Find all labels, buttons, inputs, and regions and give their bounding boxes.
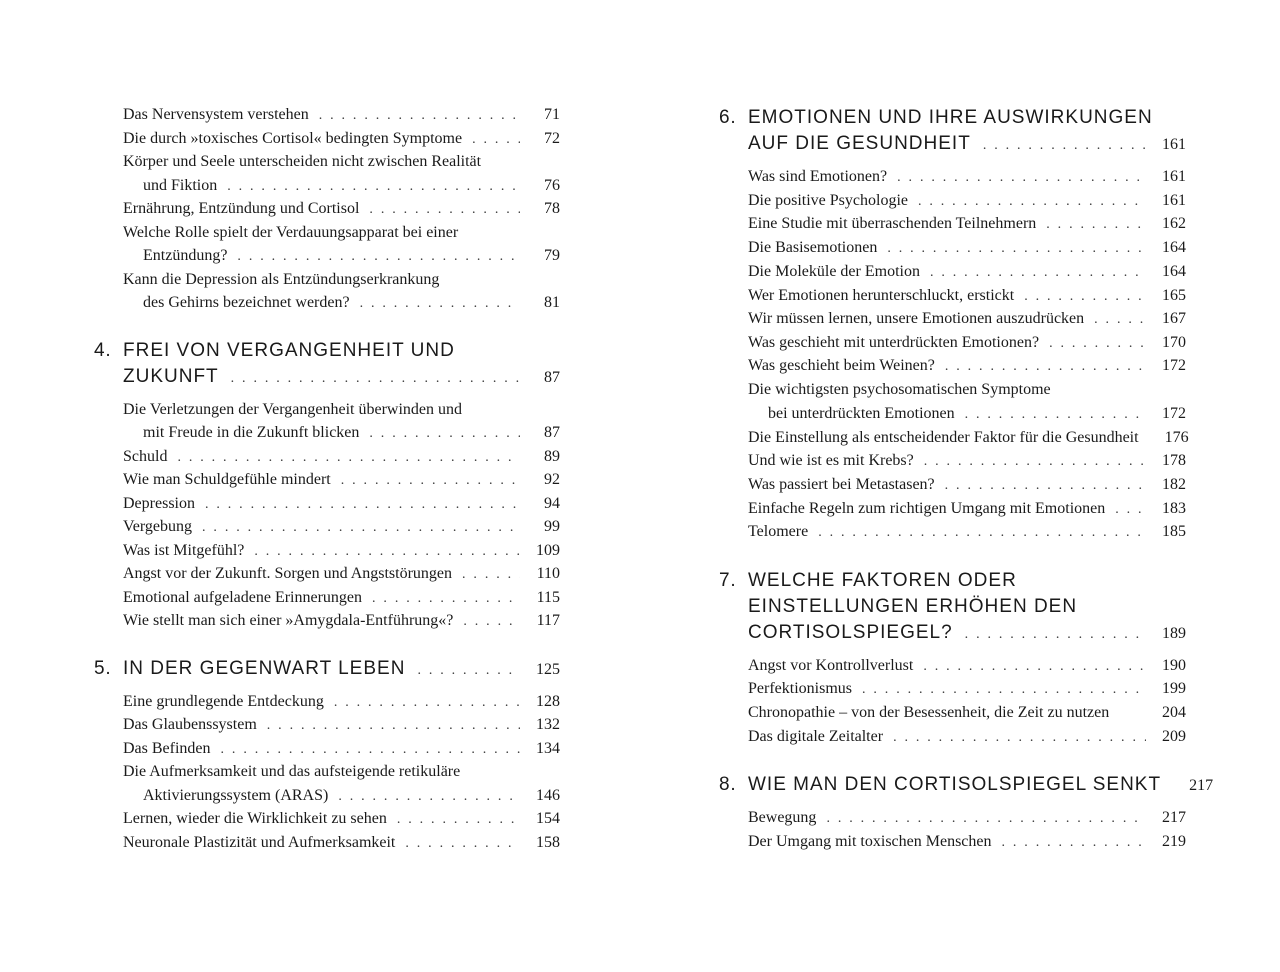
entry-title: Welche Rolle spielt der Verdauungsapparat bei einer (123, 224, 459, 241)
toc-entry (748, 655, 1186, 677)
toc-entry (143, 785, 560, 807)
toc-entry (748, 355, 1186, 377)
chapter-heading (748, 105, 1186, 131)
entry-title: Und wie ist es mit Krebs? (748, 452, 914, 469)
entry-title: Wer Emotionen herunterschluckt, erstickt (748, 287, 1015, 304)
toc-entry (123, 128, 560, 150)
toc-entry (748, 166, 1186, 188)
toc-entry (123, 808, 560, 830)
entry-page: 172 (1162, 405, 1186, 422)
chapter-title: FREI VON VERGANGENHEIT UND (123, 340, 455, 361)
chapter-number: 7. (719, 570, 737, 591)
dot-leader (1024, 286, 1146, 308)
entry-title: Der Umgang mit toxischen Menschen (748, 833, 992, 850)
toc-entry (748, 308, 1186, 330)
chapter-number: 5. (94, 658, 112, 679)
entry-title: Die durch »toxisches Cortisol« bedingten Symptome (123, 130, 463, 147)
toc-entry (123, 540, 560, 562)
entry-title: Angst vor Kontrollverlust (748, 657, 914, 674)
toc-entry (123, 446, 560, 468)
toc-entry (748, 332, 1186, 354)
toc-entry (748, 726, 1186, 748)
chapter-title: CORTISOLSPIEGEL? (748, 622, 953, 643)
dot-leader (372, 588, 520, 610)
toc-entry (748, 807, 1186, 829)
entry-title: Telomere (748, 523, 809, 540)
entry-page: 89 (544, 448, 560, 465)
chapter-title: EMOTIONEN UND IHRE AUSWIRKUNGEN (748, 107, 1153, 128)
chapter-number: 8. (719, 774, 737, 795)
dot-leader (965, 622, 1146, 648)
dot-leader (1049, 333, 1146, 355)
chapter-heading (123, 656, 560, 682)
entry-title: Die Einstellung als entscheidender Faktor für die Gesundheit (748, 429, 1139, 446)
chapter-heading (748, 594, 1186, 620)
entry-title: Was geschieht beim Weinen? (748, 357, 935, 374)
dot-leader (341, 470, 520, 492)
dot-leader (918, 191, 1146, 213)
toc-entry (748, 678, 1186, 700)
entry-title: Das digitale Zeitalter (748, 728, 884, 745)
dot-leader (463, 611, 520, 633)
toc-entry (123, 691, 560, 713)
chapter-number: 6. (719, 107, 737, 128)
chapter-heading (748, 568, 1186, 594)
entry-title: Vergebung (123, 518, 193, 535)
entry-page: 94 (544, 495, 560, 512)
chapter-page: 189 (1162, 625, 1186, 642)
entry-title: Die Moleküle der Emotion (748, 263, 920, 280)
dot-leader (1115, 499, 1146, 521)
dot-leader (923, 656, 1146, 678)
chapter-page: 87 (544, 369, 560, 386)
toc-entry (123, 761, 560, 783)
toc-entry (123, 151, 560, 173)
chapter-number: 4. (94, 340, 112, 361)
entry-title: Schuld (123, 448, 168, 465)
dot-leader (862, 679, 1146, 701)
entry-title: und Fiktion (143, 177, 218, 194)
entry-page: 154 (536, 810, 560, 827)
dot-leader (945, 475, 1146, 497)
dot-leader (472, 129, 520, 151)
entry-page: 146 (536, 787, 560, 804)
entry-page: 182 (1162, 476, 1186, 493)
dot-leader (202, 517, 520, 539)
toc-entry (748, 521, 1186, 543)
entry-title: Was ist Mitgefühl? (123, 542, 245, 559)
toc-entry (748, 498, 1186, 520)
dot-leader (254, 541, 520, 563)
dot-leader (893, 727, 1146, 749)
entry-title: bei unterdrückten Emotionen (768, 405, 955, 422)
entry-page: 164 (1162, 263, 1186, 280)
entry-title: Die Verletzungen der Vergangenheit überwinden und (123, 401, 463, 418)
entry-page: 190 (1162, 657, 1186, 674)
toc-entry (748, 261, 1186, 283)
entry-page: 165 (1162, 287, 1186, 304)
toc-entry (143, 422, 560, 444)
dot-leader (897, 167, 1146, 189)
entry-title: Bewegung (748, 809, 817, 826)
chapter-page: 161 (1162, 136, 1186, 153)
entry-title: des Gehirns bezeichnet werden? (143, 294, 350, 311)
toc-entry (748, 237, 1186, 259)
dot-leader (397, 809, 520, 831)
entry-page: 162 (1162, 215, 1186, 232)
entry-page: 78 (544, 200, 560, 217)
entry-title: mit Freude in die Zukunft blicken (143, 424, 360, 441)
entry-title: Das Nervensystem verstehen (123, 106, 309, 123)
toc-entry (123, 493, 560, 515)
dot-leader (983, 133, 1146, 159)
entry-page: 110 (536, 565, 560, 582)
entry-page: 183 (1162, 500, 1186, 517)
entry-page: 217 (1162, 809, 1186, 826)
dot-leader (405, 833, 520, 855)
entry-page: 178 (1162, 452, 1186, 469)
toc-entry (143, 292, 560, 314)
toc-entry (123, 714, 560, 736)
toc-entry (143, 245, 560, 267)
entry-page: 176 (1164, 429, 1189, 446)
entry-page: 115 (536, 589, 560, 606)
toc-entry (123, 516, 560, 538)
dot-leader (319, 105, 520, 127)
entry-title: Körper und Seele unterscheiden nicht zwischen Realität (123, 153, 482, 170)
entry-page: 79 (544, 247, 560, 264)
toc-entry (748, 702, 1186, 724)
entry-page: 167 (1162, 310, 1186, 327)
dot-leader (205, 494, 520, 516)
entry-page: 170 (1162, 334, 1186, 351)
chapter-title: EINSTELLUNGEN ERHÖHEN DEN (748, 596, 1078, 617)
entry-page: 99 (544, 518, 560, 535)
entry-title: Was sind Emotionen? (748, 168, 888, 185)
chapter-heading (748, 772, 1214, 798)
entry-page: 209 (1162, 728, 1186, 745)
toc-entry (123, 222, 560, 244)
entry-page: 128 (536, 693, 560, 710)
dot-leader (267, 715, 520, 737)
entry-title: Lernen, wieder die Wirklichkeit zu sehen (123, 810, 387, 827)
entry-page: 172 (1162, 357, 1186, 374)
entry-page: 161 (1162, 168, 1186, 185)
dot-leader (462, 564, 520, 586)
entry-title: Kann die Depression als Entzündungserkrankung (123, 271, 440, 288)
chapter-heading (123, 364, 560, 390)
chapter-heading (123, 338, 560, 364)
toc-entry (748, 831, 1186, 853)
chapter-heading (748, 620, 1186, 646)
entry-page: 164 (1162, 239, 1186, 256)
entry-page: 81 (544, 294, 560, 311)
toc-entry (123, 469, 560, 491)
dot-leader (231, 366, 520, 392)
toc-entry (748, 379, 1186, 401)
entry-title: Das Befinden (123, 740, 211, 757)
entry-title: Wie stellt man sich einer »Amygdala-Entführung«? (123, 612, 454, 629)
toc-entry (748, 285, 1186, 307)
dot-leader (1094, 309, 1146, 331)
dot-leader (417, 658, 520, 684)
entry-page: 219 (1162, 833, 1186, 850)
entry-title: Einfache Regeln zum richtigen Umgang mit Emotionen (748, 500, 1106, 517)
entry-title: Aktivierungssystem (ARAS) (143, 787, 329, 804)
dot-leader (369, 199, 520, 221)
dot-leader (177, 447, 520, 469)
toc-entry (123, 563, 560, 585)
entry-title: Perfektionismus (748, 680, 852, 697)
chapter-page: 125 (536, 661, 560, 678)
dot-leader (818, 522, 1146, 544)
entry-page: 87 (544, 424, 560, 441)
entry-page: 71 (544, 106, 560, 123)
toc-entry (123, 198, 560, 220)
dot-leader (237, 246, 520, 268)
entry-title: Die Aufmerksamkeit und das aufsteigende retikuläre (123, 763, 461, 780)
chapter-title: AUF DIE GESUNDHEIT (748, 133, 971, 154)
chapter-title: WIE MAN DEN CORTISOLSPIEGEL SENKT (748, 774, 1162, 795)
chapter-title: IN DER GEGENWART LEBEN (123, 658, 406, 679)
dot-leader (227, 176, 520, 198)
entry-title: Emotional aufgeladene Erinnerungen (123, 589, 363, 606)
chapter-title: WELCHE FAKTOREN ODER (748, 570, 1017, 591)
entry-title: Angst vor der Zukunft. Sorgen und Angststörungen (123, 565, 453, 582)
dot-leader (221, 739, 520, 761)
dot-leader (965, 404, 1146, 426)
entry-title: Die Basisemotionen (748, 239, 878, 256)
dot-leader (369, 423, 520, 445)
entry-title: Wie man Schuldgefühle mindert (123, 471, 331, 488)
dot-leader (924, 451, 1146, 473)
entry-title: Was passiert bei Metastasen? (748, 476, 935, 493)
toc-entry (123, 610, 560, 632)
entry-title: Ernährung, Entzündung und Cortisol (123, 200, 360, 217)
toc-entry (123, 587, 560, 609)
entry-page: 117 (536, 612, 560, 629)
entry-title: Depression (123, 495, 195, 512)
dot-leader (338, 786, 520, 808)
dot-leader (1046, 214, 1146, 236)
chapter-page: 217 (1189, 777, 1214, 794)
entry-title: Eine Studie mit überraschenden Teilnehmern (748, 215, 1037, 232)
toc-entry (143, 175, 560, 197)
toc-entry (123, 738, 560, 760)
dot-leader (334, 692, 520, 714)
entry-title: Chronopathie – von der Besessenheit, die Zeit zu nutzen (748, 704, 1110, 721)
toc-entry (123, 832, 560, 854)
entry-page: 72 (544, 130, 560, 147)
toc-entry (748, 450, 1186, 472)
entry-page: 76 (544, 177, 560, 194)
entry-title: Neuronale Plastizität und Aufmerksamkeit (123, 834, 396, 851)
toc-entry (123, 104, 560, 126)
entry-page: 132 (536, 716, 560, 733)
dot-leader (945, 356, 1146, 378)
toc-entry (768, 403, 1186, 425)
chapter-heading (748, 131, 1186, 157)
entry-page: 161 (1162, 192, 1186, 209)
toc-entry (123, 269, 560, 291)
entry-page: 158 (536, 834, 560, 851)
entry-title: Was geschieht mit unterdrückten Emotionen? (748, 334, 1040, 351)
entry-title: Die positive Psychologie (748, 192, 908, 209)
entry-page: 109 (536, 542, 560, 559)
entry-page: 185 (1162, 523, 1186, 540)
dot-leader (930, 262, 1146, 284)
entry-page: 204 (1162, 704, 1186, 721)
entry-title: Entzündung? (143, 247, 228, 264)
toc-entry (123, 399, 560, 421)
entry-page: 199 (1162, 680, 1186, 697)
dot-leader (826, 808, 1146, 830)
entry-title: Eine grundlegende Entdeckung (123, 693, 324, 710)
entry-page: 92 (544, 471, 560, 488)
chapter-title: ZUKUNFT (123, 366, 219, 387)
dot-leader (360, 293, 520, 315)
toc-entry (748, 474, 1186, 496)
entry-title: Die wichtigsten psychosomatischen Symptome (748, 381, 1051, 398)
dot-leader (1002, 832, 1147, 854)
toc-entry (748, 213, 1186, 235)
entry-title: Wir müssen lernen, unsere Emotionen auszudrücken (748, 310, 1085, 327)
entry-title: Das Glaubenssystem (123, 716, 257, 733)
toc-entry (748, 427, 1189, 449)
entry-page: 134 (536, 740, 560, 757)
dot-leader (887, 238, 1146, 260)
toc-entry (748, 190, 1186, 212)
